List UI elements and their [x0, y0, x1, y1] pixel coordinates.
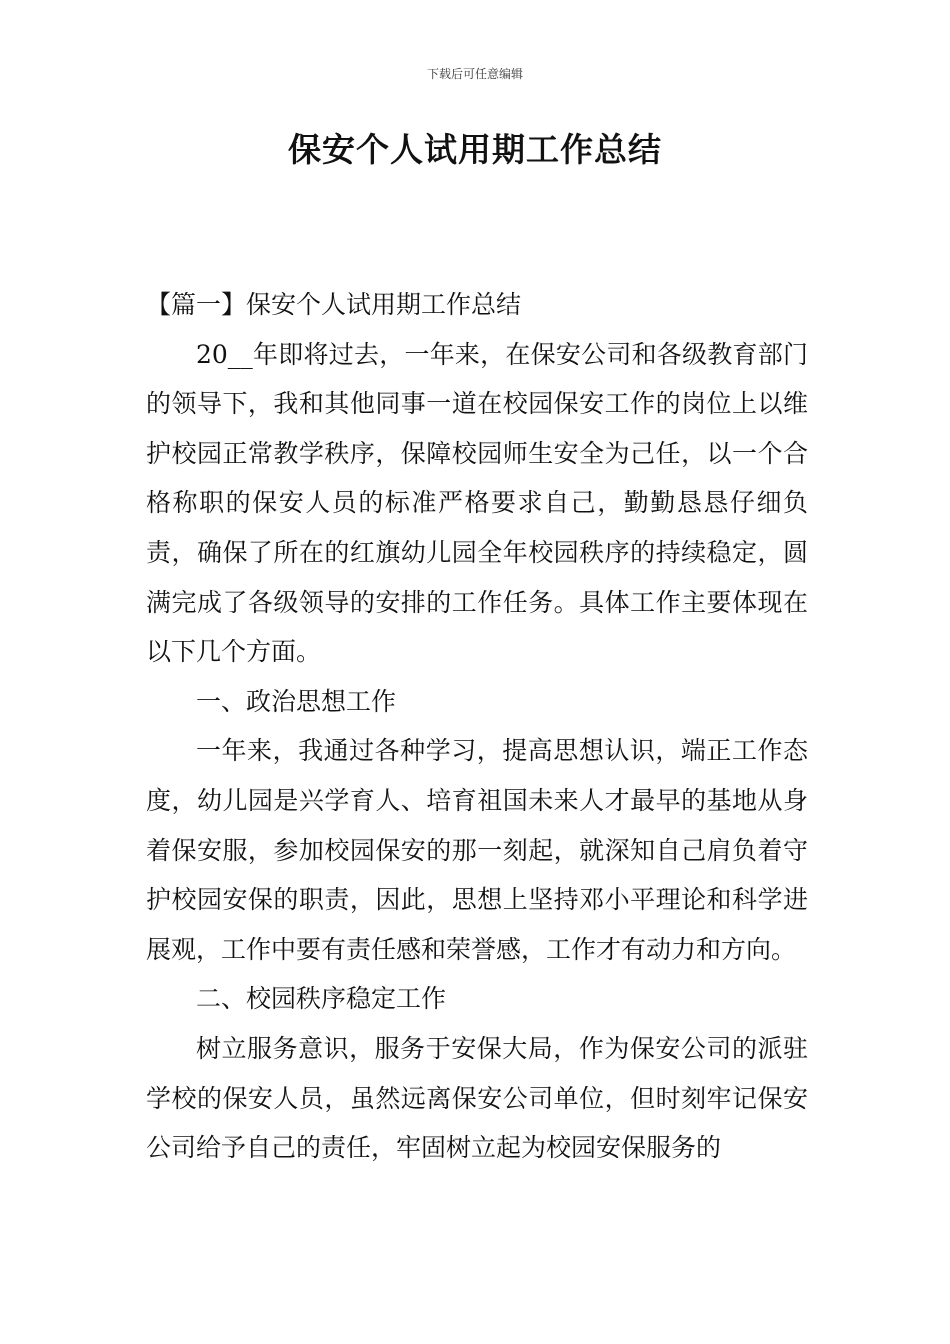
document-title: 保安个人试用期工作总结 — [288, 130, 662, 169]
body-paragraph: 树立服务意识，服务于安保大局，作为保安公司的派驻学校的保安人员，虽然远离保安公司单位，但时刻牢记保安公司给予自己的责任，牢固树立起为校园安保服务的 — [146, 1033, 808, 1163]
section-heading: 【篇一】保安个人试用期工作总结 — [146, 290, 522, 319]
body-paragraph: 20__年即将过去，一年来，在保安公司和各级教育部门的领导下，我和其他同事一道在校园保安工作的岗位上以维护校园正常教学秩序，保障校园师生安全为己任，以一个合格称职的保安人员的标准严格要求自己，勤勤恳恳仔细负责，确保了所在的红旗幼儿园全年校园秩序的持续稳定，圆满完成了各级领导的安排的工作任务。具体工作主要体现在以下几个方面。 — [146, 339, 808, 667]
body-paragraph: 一年来，我通过各种学习，提高思想认识，端正工作态度，幼儿园是兴学育人、培育祖国未来人才最早的基地从身着保安服，参加校园保安的那一刻起，就深知自己肩负着守护校园安保的职责，因此，思想上坚持邓小平理论和科学进展观，工作中要有责任感和荣誉感，工作才有动力和方向。 — [146, 736, 808, 964]
document-body — [146, 280, 808, 1173]
subsection-heading: 二、校园秩序稳定工作 — [196, 984, 447, 1014]
header-note: 下载后可任意编辑 — [426, 67, 523, 81]
subsection-heading: 一、政治思想工作 — [196, 686, 397, 716]
